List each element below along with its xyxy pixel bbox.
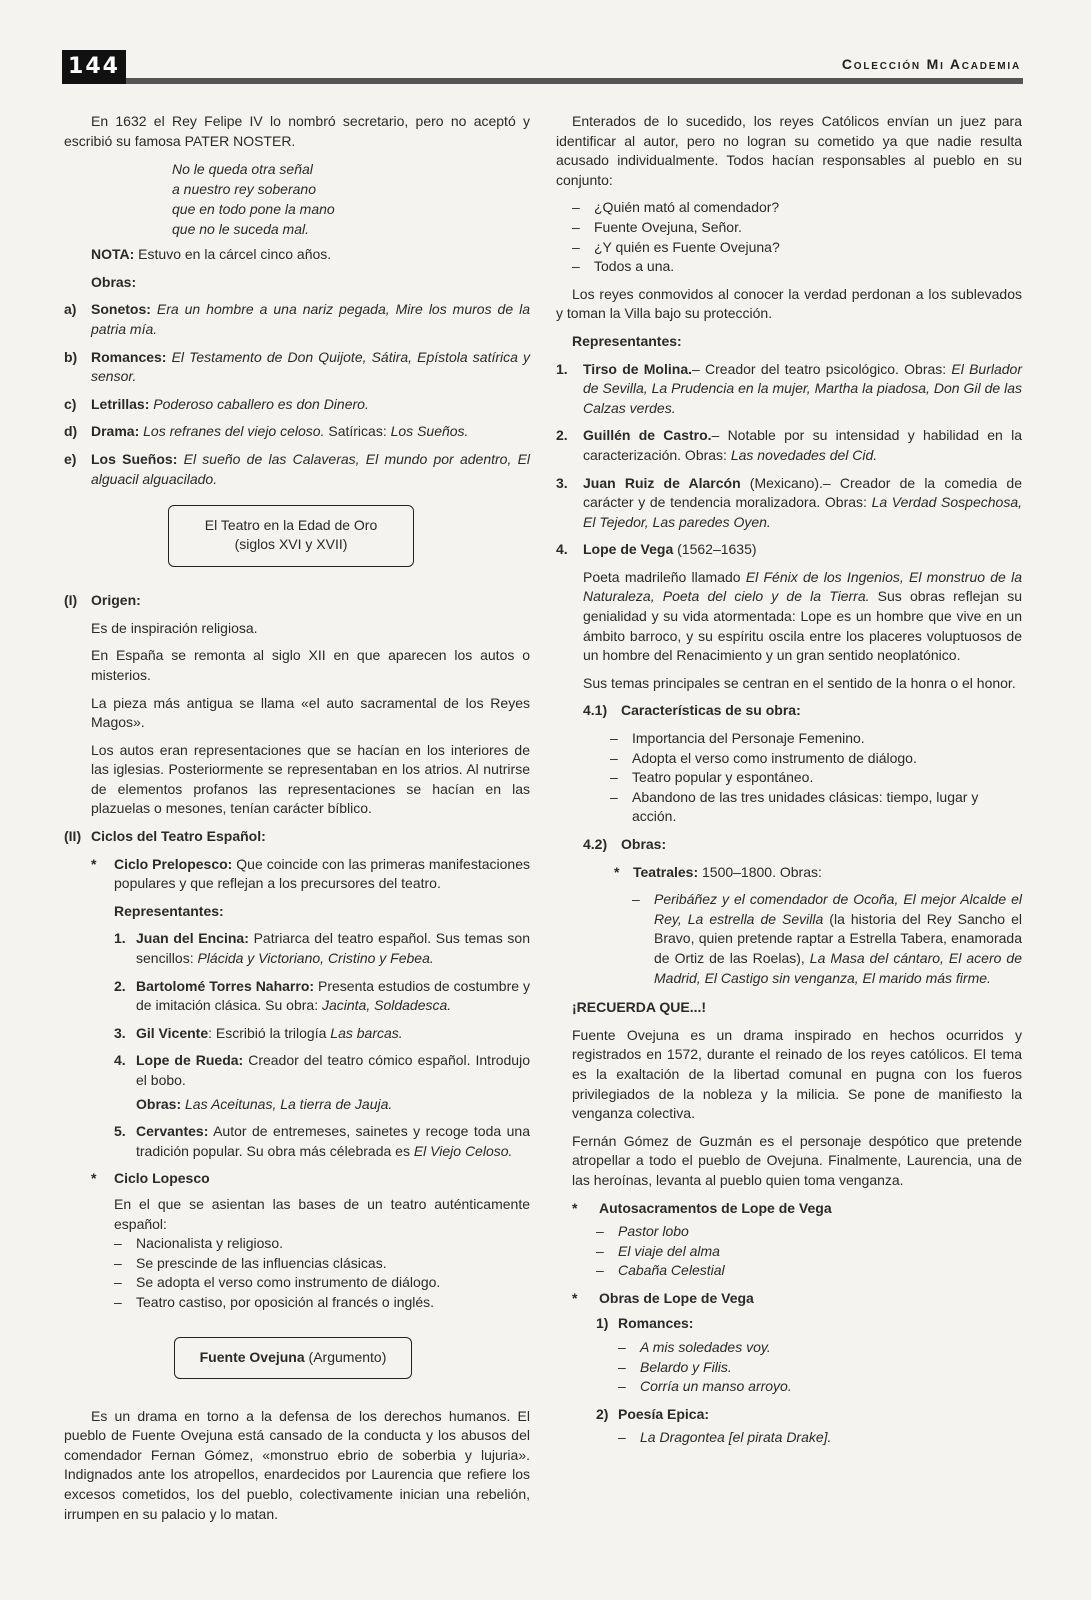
list-item: – Teatro popular y espontáneo. <box>610 769 814 786</box>
representante-item <box>64 1051 530 1090</box>
representante-item <box>556 540 1022 560</box>
works-note: (la historia del Rey Sancho el Bravo, quien pretende raptar a Estrella Tabera, enamorada de Ortiz de las Roelas), <box>654 910 1022 966</box>
rep-name: Lope de Vega <box>583 541 674 558</box>
list-item: – Se prescinde de las influencias clásicas. <box>114 1254 387 1271</box>
works-italic: Peribáñez y el comendador de Ocoña, El mejor Alcalde el Rey, La estrella de Sevilla <box>654 891 1022 927</box>
romances-list <box>618 1338 1022 1397</box>
nota-text: Estuvo en la cárcel cinco años. <box>134 246 332 263</box>
item-marker: 1) <box>596 1315 609 1332</box>
box-subtitle: (Argumento) <box>304 1348 387 1365</box>
list-item: – Importancia del Personaje Femenino. <box>610 730 865 747</box>
lope-paragraph <box>583 568 1022 666</box>
item-marker: 4.2) <box>583 836 608 852</box>
heading-label: Poesía Epica: <box>618 1405 710 1422</box>
rep-works: El Viejo Celoso. <box>413 1142 513 1159</box>
obra-text: Era un hombre a una nariz pegada, Mire los muros de la patria mía. <box>91 301 530 337</box>
rep-name: Cervantes: <box>136 1123 209 1140</box>
obra-text: Los refranes del viejo celoso. <box>143 423 325 440</box>
representantes-heading: Representantes: <box>114 902 224 919</box>
rep-text: Patriarca del teatro español. Sus temas son sencillos: <box>136 930 531 967</box>
list-item: – Teatro castiso, por oposición al francés o inglés. <box>114 1293 435 1310</box>
ciclo-lopesco <box>64 1169 530 1189</box>
representante-item <box>64 977 530 1016</box>
list-item: – Pastor lobo <box>596 1223 689 1240</box>
item-marker: 4.1) <box>583 702 608 719</box>
list-item-text: Teatro popular y espontáneo. <box>632 769 814 786</box>
rep-text: Creador del teatro cómico español. Introdujo el bobo. <box>136 1052 530 1088</box>
poem-line: que no le suceda mal. <box>172 221 309 238</box>
lope-paragraph: Sus temas principales se centran en el sentido de la honra o el honor. <box>583 674 1016 691</box>
item-marker: d) <box>64 423 78 440</box>
origen-paragraph: En España se remonta al siglo XII en que aparecen los autos o misterios. <box>91 647 530 683</box>
rep-works: La Verdad Sospechosa, El Tejedor, Las paredes Oyen. <box>583 494 1022 530</box>
section-box-teatro <box>168 505 414 567</box>
item-marker: 4. <box>556 541 568 558</box>
header-rule <box>126 78 1023 84</box>
rep-name: Tirso de Molina. <box>583 360 692 377</box>
autosacramentos-list <box>596 1222 1022 1281</box>
list-item: – A mis soledades voy. <box>618 1339 771 1356</box>
item-marker: b) <box>64 348 78 365</box>
origen-paragraph: Los autos eran representaciones que se hacían en los interiores de las iglesias. Posteriormente se representaban en los atrios. Al nutrirse de elementos profanos las representaciones se hacían en las plazuelas o mesones, tenían carácter bíblico. <box>91 741 530 817</box>
representante-item <box>556 426 1022 465</box>
heading-label: Características de su obra: <box>621 702 801 719</box>
obra-item <box>64 450 530 489</box>
obra-text: Satíricas: <box>324 423 391 440</box>
rep-text: Autor de entremeses, sainetes y recoge toda una tradición popular. Su obra más célebrada es <box>136 1123 530 1159</box>
bullet: * <box>572 1289 578 1306</box>
item-marker: a) <box>64 301 77 318</box>
obras-heading: Obras: <box>91 273 137 290</box>
list-item-text: Adopta el verso como instrumento de diálogo. <box>632 749 917 766</box>
list-item: – Abandono de las tres unidades clásicas: tiempo, lugar y acción. <box>610 788 979 825</box>
recuerda-heading: ¡RECUERDA QUE...! <box>572 999 707 1016</box>
item-marker: 2. <box>114 977 126 994</box>
collection-title: Colección Mi Academia <box>841 56 1021 72</box>
teatrales-works: – Peribáñez y el comendador de Ocoña, El mejor Alcalde el Rey, La estrella de Sevilla (la historia del Rey Sancho el Bravo, quien pretende raptar a Estrella Tabera, enamorada de Ortiz de las Roelas), La Masa del cántaro, El acero de Madrid, El Castigo sin venganza, El marido más firme. <box>632 891 1022 986</box>
heading-label: Autosacramentos de Lope de Vega <box>599 1199 832 1216</box>
bullet: * <box>91 855 97 872</box>
caracteristicas-list <box>610 729 1022 827</box>
list-item-text: Teatro castiso, por oposición al francés o inglés. <box>136 1293 435 1310</box>
obra-item <box>64 395 530 415</box>
item-marker: 1. <box>114 930 126 947</box>
list-item-text: A mis soledades voy. <box>640 1339 771 1356</box>
obra-item <box>64 348 530 387</box>
obra-item <box>64 422 530 442</box>
bullet: * <box>91 1170 97 1187</box>
list-item-text: Pastor lobo <box>618 1223 689 1240</box>
intro-paragraph: En 1632 el Rey Felipe IV lo nombró secretario, pero no aceptó y escribió su famosa PATER NOSTER. <box>64 113 530 149</box>
rep-works: Las barcas. <box>330 1024 403 1041</box>
box-title: Fuente Ovejuna <box>199 1348 305 1365</box>
lopesco-text: En el que se asientan las bases de un teatro auténticamente español: <box>114 1195 530 1232</box>
item-marker: e) <box>64 450 77 467</box>
rep-text: : Escribió la trilogía <box>208 1024 331 1041</box>
rep-name: Gil Vicente <box>136 1024 209 1041</box>
item-marker: 2. <box>556 427 568 444</box>
right-column <box>556 112 1022 1456</box>
obra-label: Los Sueños: <box>91 450 178 467</box>
list-item: – Cabaña Celestial <box>596 1262 725 1279</box>
obras-lope-heading <box>572 1289 1022 1309</box>
item-marker: 1. <box>556 360 568 377</box>
origen-heading <box>64 591 530 611</box>
representante-item <box>556 360 1022 419</box>
obra-label: Drama: <box>91 423 140 440</box>
poesia-epica-list <box>618 1428 1022 1448</box>
rep-text: (1562–1635) <box>673 541 757 558</box>
box-title: El Teatro en la Edad de Oro <box>204 517 378 534</box>
poem <box>172 159 530 239</box>
dialog-list <box>572 198 1022 276</box>
item-marker: 3. <box>114 1024 126 1041</box>
ciclo-label: Ciclo Prelopesco: <box>114 855 233 872</box>
dialog-text: Fuente Ovejuna, Señor. <box>594 218 742 235</box>
representantes-heading: Representantes: <box>572 332 682 349</box>
dialog-line: – Todos a una. <box>572 258 675 275</box>
list-item-text: Se prescinde de las influencias clásicas. <box>136 1254 387 1271</box>
paragraph: Enterados de lo sucedido, los reyes Católicos envían un juez para identificar al autor, pero no logran su cometido ya que nadie resulta acusado individualmente. Todos hacían responsables al pueblo en su conjunto: <box>556 113 1022 188</box>
list-item: – El viaje del alma <box>596 1242 720 1259</box>
works-italic: La Masa del cántaro, El acero de Madrid, El Castigo sin venganza, El marido más firme. <box>654 949 1022 986</box>
recuerda-paragraph: Fernán Gómez de Guzmán es el personaje despótico que pretende atropellar a todo el pueblo de Ovejuna. Finalmente, Laurencia, una de las heroínas, levanta al pueblo quien toma venganza. <box>572 1132 1022 1188</box>
lopesco-list <box>114 1234 530 1312</box>
ciclos-label: Ciclos del Teatro Español: <box>91 828 266 845</box>
teatrales-item <box>606 863 1022 883</box>
item-marker: (I) <box>64 592 78 609</box>
left-column <box>64 112 530 1532</box>
origen-paragraph: La pieza más antigua se llama «el auto sacramental de los Reyes Magos». <box>91 694 530 731</box>
nota <box>91 245 530 265</box>
dialog-line: – ¿Y quién es Fuente Ovejuna? <box>572 238 780 255</box>
obras-list: Las Aceitunas, La tierra de Jauja. <box>185 1095 393 1112</box>
rep-name: Juan del Encina: <box>136 930 249 947</box>
poem-line: No le queda otra señal <box>172 161 313 178</box>
list-item: – Corría un manso arroyo. <box>618 1378 792 1395</box>
ciclo-prelopesco <box>64 855 530 894</box>
bullet: * <box>614 863 620 880</box>
poem-line: que en todo pone la mano <box>172 201 335 218</box>
representante-item <box>64 1122 530 1161</box>
bullet: * <box>572 1199 578 1216</box>
origen-paragraph: Es de inspiración religiosa. <box>91 619 258 636</box>
representante-item <box>64 929 530 968</box>
representante-item <box>556 474 1022 533</box>
list-item-text: El viaje del alma <box>618 1242 720 1259</box>
rep-name: Bartolomé Torres Naharro: <box>136 977 315 994</box>
obra-item <box>64 300 530 339</box>
rep-text: – Creador del teatro psicológico. Obras: <box>692 360 952 377</box>
item-marker: 3. <box>556 474 568 491</box>
recuerda-paragraph: Fuente Ovejuna es un drama inspirado en hechos ocurridos y registrados en 1572, durante el reinado de los reyes católicos. El tema es la exaltación de la libertad comunal en pugna con los fueros privilegiados de la nobleza y la milicia. Se pone de manifiesto la venganza colectiva. <box>572 1026 1022 1122</box>
poesia-epica-heading <box>596 1405 1022 1425</box>
obra-label: Romances: <box>91 348 167 365</box>
list-item: – Se adopta el verso como instrumento de diálogo. <box>114 1274 441 1291</box>
obras-label: Obras: <box>136 1095 182 1112</box>
caracteristicas-heading <box>583 701 1022 721</box>
rep-name: Guillén de Castro. <box>583 427 712 444</box>
list-item-text: Belardo y Filis. <box>640 1358 732 1375</box>
obra-text: Poderoso caballero es don Dinero. <box>153 395 369 412</box>
list-item-text: Corría un manso arroyo. <box>640 1378 792 1395</box>
list-item-text: Cabaña Celestial <box>618 1262 725 1279</box>
item-marker: 4. <box>114 1052 126 1069</box>
dialog-line: – Fuente Ovejuna, Señor. <box>572 218 742 235</box>
romances-heading <box>596 1314 1022 1334</box>
item-marker: 2) <box>596 1405 609 1422</box>
list-item-text: Nacionalista y religioso. <box>136 1235 284 1252</box>
obra-label: Sonetos: <box>91 301 151 318</box>
rep-works: Plácida y Victoriano, Cristino y Febea. <box>197 950 434 967</box>
rep-text: Presenta estudios de costumbre y de imitación clásica. Su obra: <box>136 977 530 1014</box>
origen-label: Origen: <box>91 592 141 609</box>
page-number: 144 <box>62 50 126 84</box>
list-item: – Nacionalista y religioso. <box>114 1235 284 1252</box>
rep-name: Lope de Rueda: <box>136 1052 244 1069</box>
rep-works: Las novedades del Cid. <box>730 446 878 463</box>
poem-line: a nuestro rey soberano <box>172 181 316 198</box>
rep-text: – Notable por su intensidad y habilidad en la caracterización. Obras: <box>583 427 1022 463</box>
ciclo-text: Que coincide con las primeras manifestaciones populares y que reflejan a los precursores del teatro. <box>114 855 530 892</box>
rep-works: Jacinta, Soldadesca. <box>321 997 452 1014</box>
obras-heading <box>583 835 1022 855</box>
text: Poeta madrileño llamado <box>583 568 746 585</box>
obra-text: Los Sueños. <box>390 423 469 440</box>
box-subtitle: (siglos XVI y XVII) <box>234 536 348 553</box>
list-item-text: La Dragontea [el pirata Drake]. <box>640 1429 832 1446</box>
item-marker: (II) <box>64 828 82 845</box>
autosacramentos-heading <box>572 1199 1022 1219</box>
text: Sus obras reflejan su genialidad y su vida atormentada: Lope es un hombre que vive en un ámbito barroco, y su espíritu oscila entre los placeres voluptuosos de un hombre del Renacimiento y un gran sentido neoplatónico. <box>583 588 1022 664</box>
obra-label: Letrillas: <box>91 395 150 412</box>
rep-name: Juan Ruiz de Alarcón <box>583 474 741 491</box>
list-item: – La Dragontea [el pirata Drake]. <box>618 1429 832 1446</box>
list-item-text: Importancia del Personaje Femenino. <box>632 730 865 747</box>
list-item-text: Se adopta el verso como instrumento de diálogo. <box>136 1274 441 1291</box>
paragraph: Los reyes conmovidos al conocer la verdad perdonan a los sublevados y toman la Villa bajo su protección. <box>556 285 1022 322</box>
list-item: – Adopta el verso como instrumento de diálogo. <box>610 749 917 766</box>
section-box-fuente-ovejuna <box>174 1337 412 1379</box>
heading-label: Obras: <box>621 836 667 852</box>
heading-label: Romances: <box>618 1315 694 1332</box>
lope-epithets: El Fénix de los Ingenios, El monstruo de la Naturaleza, Poeta del cielo y de la Tierra. <box>583 568 1022 605</box>
rueda-obras <box>136 1095 530 1115</box>
item-marker: c) <box>64 395 77 412</box>
dialog-text: Todos a una. <box>594 258 675 275</box>
list-item: – Belardo y Filis. <box>618 1358 732 1375</box>
rep-text: (Mexicano).– Creador de la comedia de carácter y de tendencia moralizadora. Obras: <box>583 474 1023 511</box>
ciclos-heading <box>64 827 530 847</box>
ciclo-label: Ciclo Lopesco <box>114 1170 210 1187</box>
dialog-line: – ¿Quién mató al comendador? <box>572 199 780 216</box>
teatrales-label: Teatrales: <box>633 863 699 880</box>
dialog-text: ¿Quién mató al comendador? <box>594 199 780 216</box>
list-item-text: Abandono de las tres unidades clásicas: tiempo, lugar y acción. <box>632 788 979 825</box>
heading-label: Obras de Lope de Vega <box>599 1289 754 1306</box>
item-marker: 5. <box>114 1123 126 1140</box>
dialog-text: ¿Y quién es Fuente Ovejuna? <box>594 238 780 255</box>
representante-item <box>64 1024 530 1044</box>
teatrales-text: 1500–1800. Obras: <box>698 863 822 880</box>
argumento-paragraph: Es un drama en torno a la defensa de los derechos humanos. El pueblo de Fuente Ovejuna está cansado de la conducta y los abusos del comendador Fernan Gómez, «monstruo ebrio de soberbia y lujuria». Indignados ante los atropellos, enardecidos por Laurencia que refiere los excesos cometidos, los del pueblo, colectivamente inician una rebelión, irrumpen en su palacio y lo matan. <box>64 1407 530 1522</box>
nota-label: NOTA: <box>91 246 135 263</box>
obra-text: El Testamento de Don Quijote, Sátira, Epístola satírica y sensor. <box>91 348 530 385</box>
obra-text: El sueño de las Calaveras, El mundo por adentro, El alguacil alguacilado. <box>91 450 531 487</box>
rep-works: El Burlador de Sevilla, La Prudencia en la mujer, Martha la piadosa, Don Gil de las Calzas verdes. <box>583 360 1023 416</box>
